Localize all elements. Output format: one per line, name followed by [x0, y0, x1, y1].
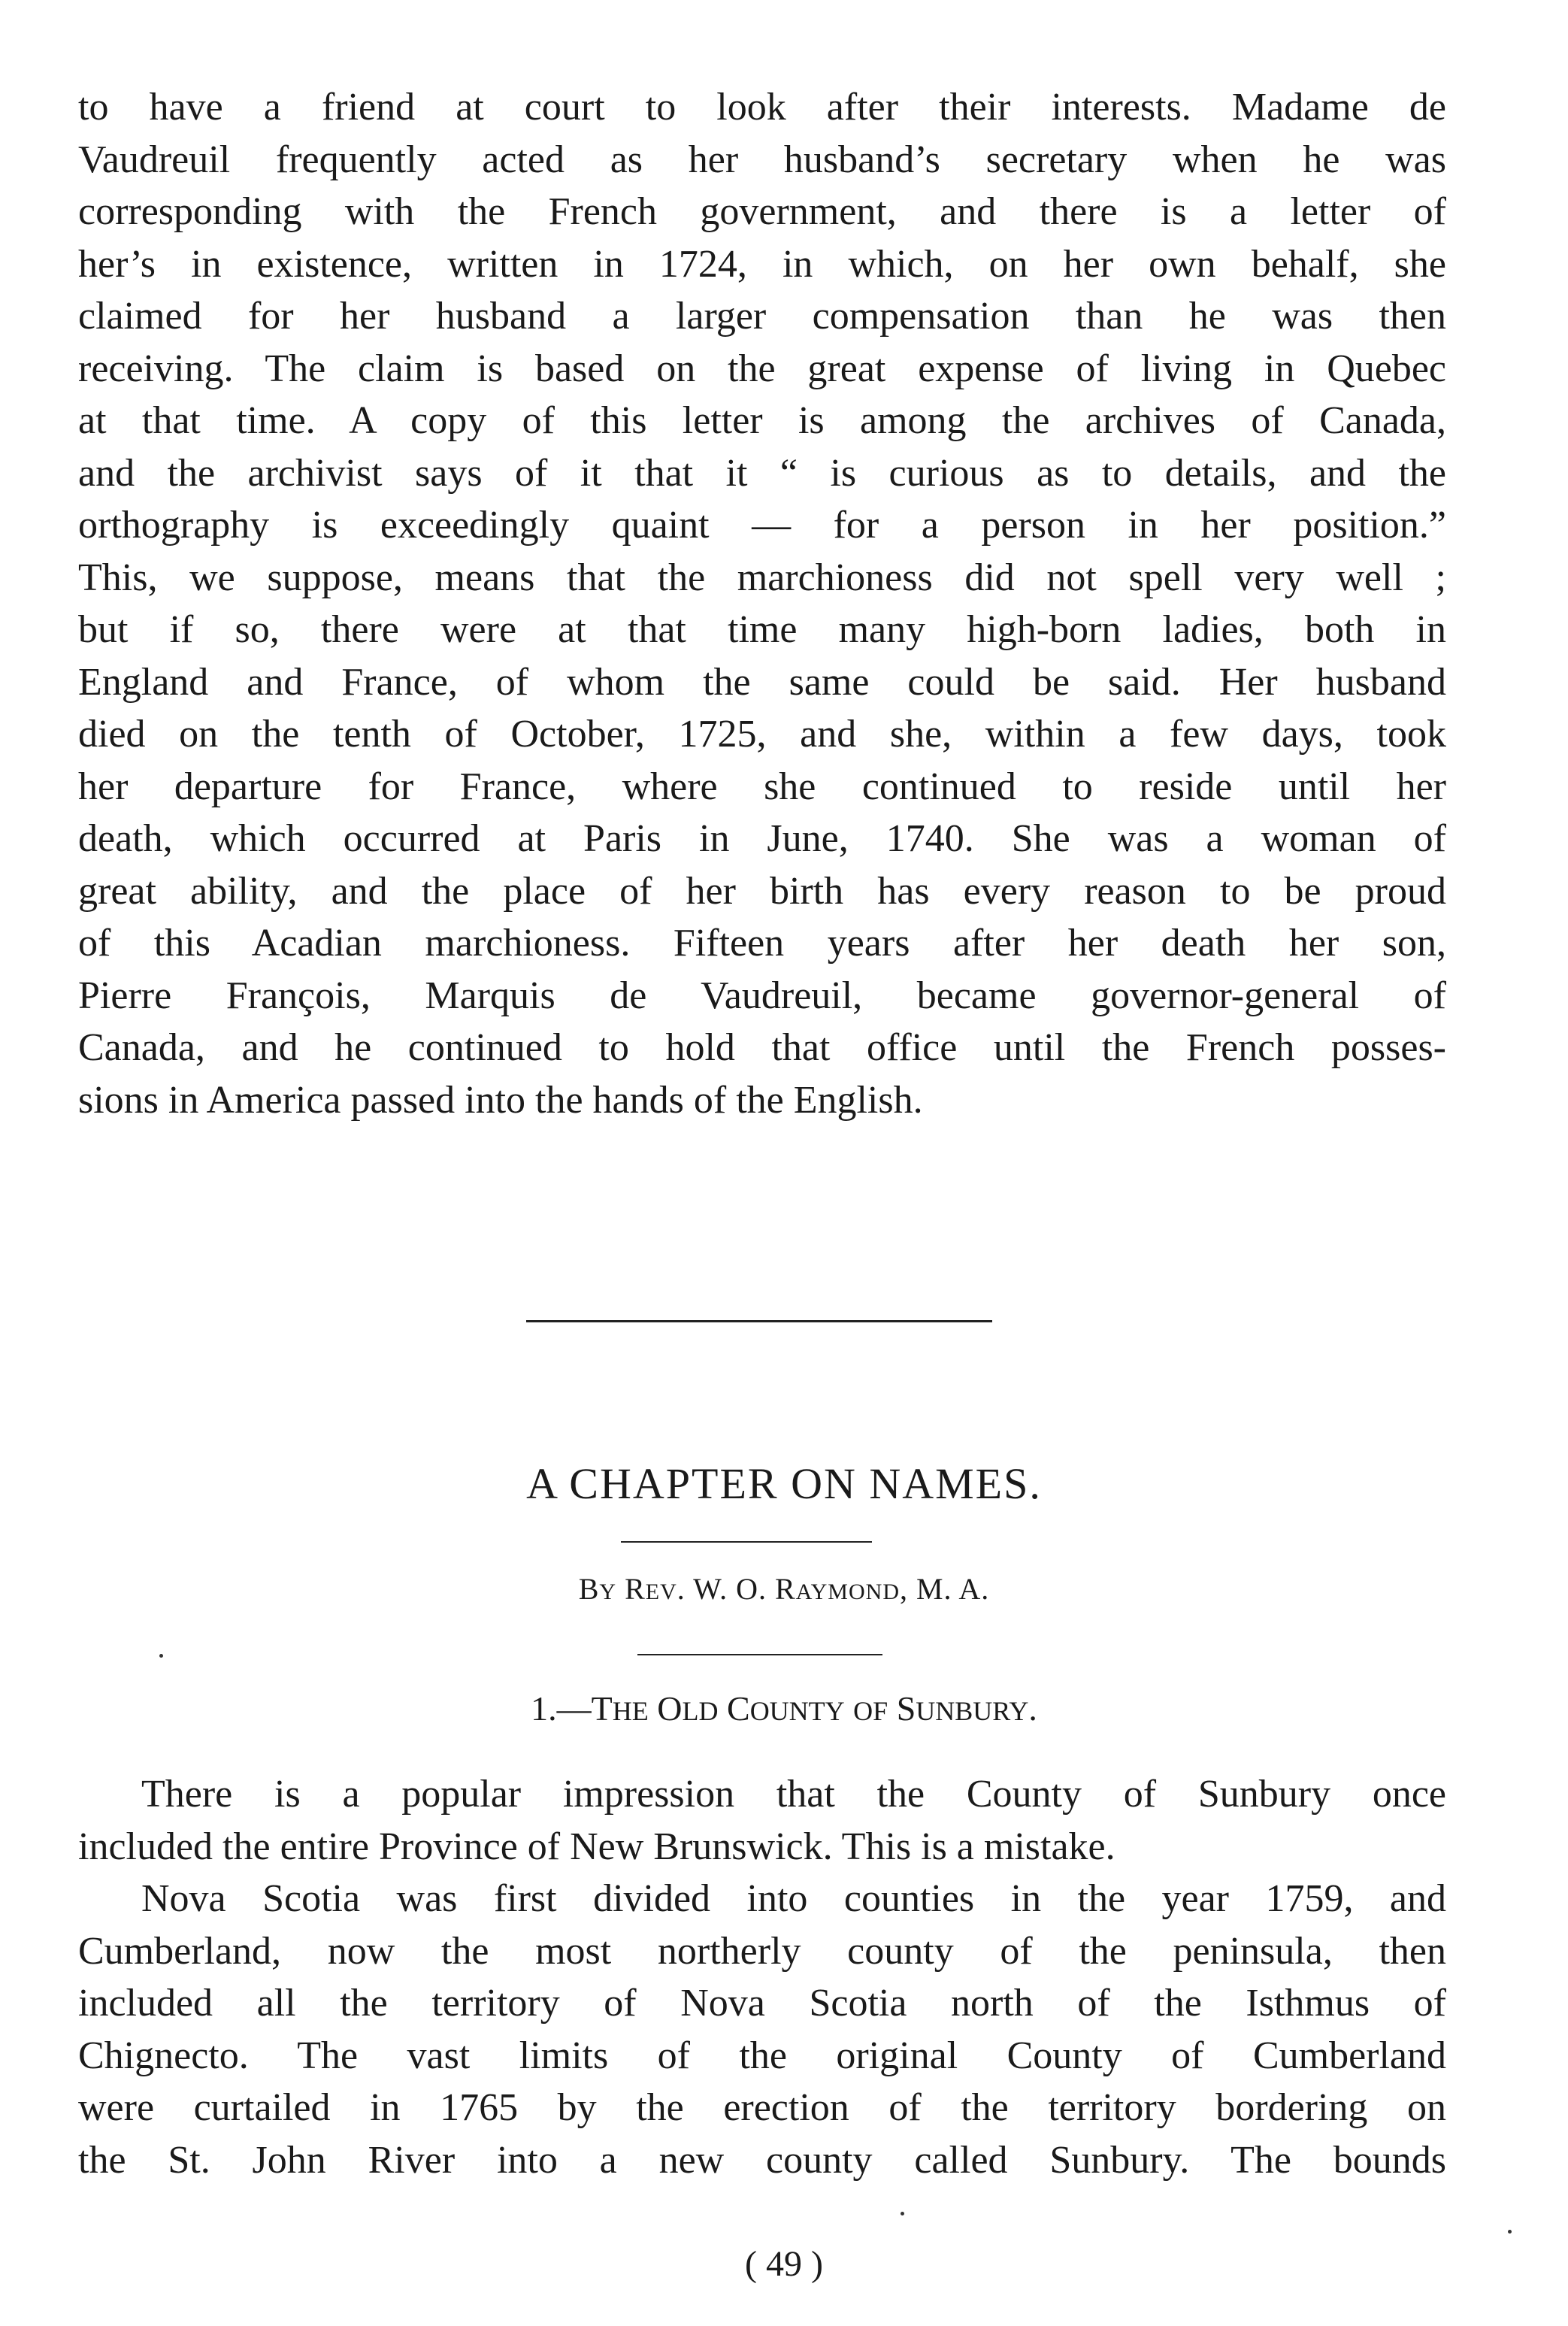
text-line: Pierre François, Marquis de Vaudreuil, became governor-general of: [78, 974, 1446, 1017]
text-line: This, we suppose, means that the marchioness did not spell very well ;: [78, 556, 1446, 599]
text-line: claimed for her husband a larger compensation than he was then: [78, 295, 1446, 338]
text-line: included the entire Province of New Brunswick. This is a mistake.: [78, 1825, 1115, 1868]
text-line: There is a popular impression that the County of Sunbury once: [141, 1773, 1446, 1816]
text-line: England and France, of whom the same could be said. Her husband: [78, 660, 1446, 704]
text-line: the St. John River into a new county called Sunbury. The bounds: [78, 2138, 1446, 2182]
text-line: and the archivist says of it that it “ is curious as to details, and the: [78, 451, 1446, 495]
bottom-paragraph: [78, 1768, 1446, 2186]
text-line: death, which occurred at Paris in June, 1740. She was a woman of: [78, 817, 1446, 860]
text-line: corresponding with the French government, and there is a letter of: [78, 190, 1446, 233]
text-line: included all the territory of Nova Scotia north of the Isthmus of: [78, 1982, 1446, 2025]
text-line: Cumberland, now the most northerly county of the peninsula, then: [78, 1929, 1446, 1973]
chapter-title: A CHAPTER ON NAMES.: [526, 1459, 1042, 1508]
scan-speck: [901, 2212, 904, 2215]
section-heading: 1.—THE OLD COUNTY OF SUNBURY.: [531, 1689, 1037, 1728]
text-line: her’s in existence, written in 1724, in which, on her own behalf, she: [78, 242, 1446, 286]
text-line: Canada, and he continued to hold that office until the French posses-: [78, 1026, 1446, 1069]
author-byline: BY REV. W. O. RAYMOND, M. A.: [578, 1572, 990, 1606]
text-line: but if so, there were at that time many high-born ladies, both in: [78, 608, 1446, 651]
text-line: to have a friend at court to look after their interests. Madame de: [78, 86, 1446, 129]
text-line: receiving. The claim is based on the great expense of living in Quebec: [78, 347, 1446, 390]
text-line: Chignecto. The vast limits of the original County of Cumberland: [78, 2034, 1446, 2077]
section-divider: [526, 1320, 992, 1322]
top-paragraph: [78, 81, 1446, 1126]
text-line: great ability, and the place of her birth has every reason to be proud: [78, 869, 1446, 913]
text-line: Nova Scotia was first divided into counties in the year 1759, and: [141, 1877, 1446, 1920]
scan-speck: [159, 1654, 163, 1658]
text-line: sions in America passed into the hands of the English.: [78, 1078, 923, 1122]
text-line: at that time. A copy of this letter is among the archives of Canada,: [78, 399, 1446, 442]
text-line: were curtailed in 1765 by the erection of the territory bordering on: [78, 2086, 1446, 2129]
title-rule: [621, 1541, 872, 1543]
text-line: died on the tenth of October, 1725, and she, within a few days, took: [78, 713, 1446, 756]
page-number: ( 49 ): [745, 2244, 823, 2284]
text-line: orthography is exceedingly quaint — for a person in her position.”: [78, 504, 1446, 547]
scan-speck: [1508, 2230, 1512, 2234]
text-line: Vaudreuil frequently acted as her husband’s secretary when he was: [78, 138, 1446, 181]
text-line: her departure for France, where she continued to reside until her: [78, 765, 1446, 808]
byline-rule: [637, 1654, 882, 1655]
text-line: of this Acadian marchioness. Fifteen years after her death her son,: [78, 922, 1446, 965]
